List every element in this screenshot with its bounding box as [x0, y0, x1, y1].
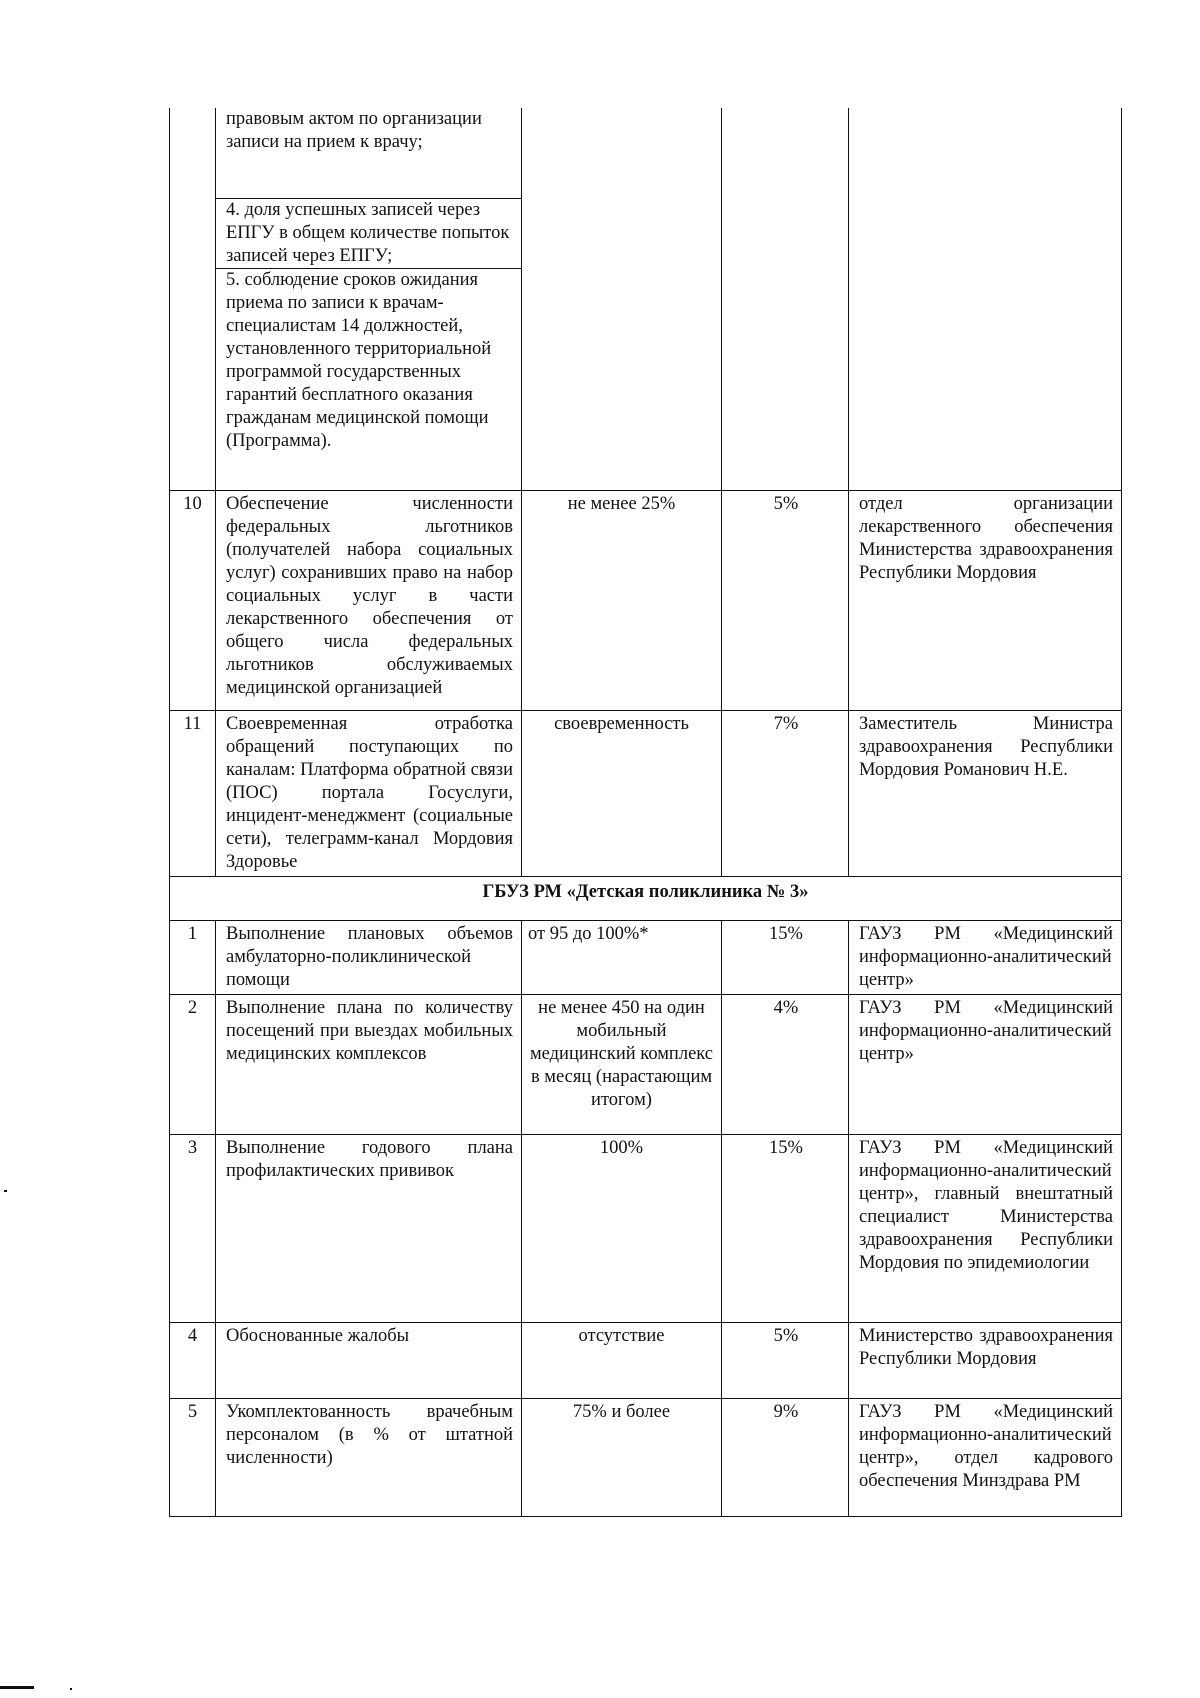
table-row	[170, 490, 1122, 710]
indicator-text: Выполнение плановых объемов амбулаторно-поликлинической помощи	[216, 920, 522, 994]
responsible-source: ГАУЗ РМ «Медицинский информационно-аналитический центр»	[849, 994, 1122, 1134]
row-number: 11	[170, 710, 216, 876]
scan-dot	[4, 1190, 7, 1192]
target-value: не менее 25%	[522, 490, 722, 710]
weight-value: 9%	[722, 1398, 849, 1516]
weight-value: 7%	[722, 710, 849, 876]
table-row	[170, 920, 1122, 994]
table-row	[170, 994, 1122, 1134]
row-number: 1	[170, 920, 216, 994]
indicators-table	[169, 108, 1122, 1517]
table-row	[170, 710, 1122, 876]
indicator-text: Своевременная отработка обращений поступающих по каналам: Платформа обратной связи (ПОС) портала Госуслуги, инцидент-менеджмент (социальные сети), телеграмм-канал Мордовия Здоровье	[216, 710, 522, 876]
responsible-source: ГАУЗ РМ «Медицинский информационно-аналитический центр», отдел кадрового обеспечения Минздрава РМ	[849, 1398, 1122, 1516]
target-value: 100%	[522, 1134, 722, 1322]
table-row	[170, 1322, 1122, 1398]
scan-dot	[70, 1688, 72, 1690]
row-number: 5	[170, 1398, 216, 1516]
weight-value: 15%	[722, 1134, 849, 1322]
indicator-text: Укомплектованность врачебным персоналом (в % от штатной численности)	[216, 1398, 522, 1516]
row-number: 3	[170, 1134, 216, 1322]
row-number: 2	[170, 994, 216, 1134]
responsible-source: отдел организации лекарственного обеспечения Министерства здравоохранения Республики Мордовия	[849, 490, 1122, 710]
responsible-source: Заместитель Министра здравоохранения Республики Мордовия Романович Н.Е.	[849, 710, 1122, 876]
weight-value: 5%	[722, 490, 849, 710]
continuation-item: правовым актом по организации записи на прием к врачу;	[226, 109, 482, 152]
row-number: 4	[170, 1322, 216, 1398]
section-title: ГБУЗ РМ «Детская поликлиника № 3»	[170, 876, 1122, 920]
indicator-text: Выполнение плана по количеству посещений при выездах мобильных медицинских комплексов	[216, 994, 522, 1134]
continuation-item: 4. доля успешных записей через ЕПГУ в общем количестве попыток записей через ЕПГУ;	[216, 198, 521, 268]
table-row	[170, 1398, 1122, 1516]
continuation-item: 5. соблюдение сроков ожидания приема по записи к врачам-специалистам 14 должностей, установленного территориальной программой государственных гарантий бесплатного оказания гражданам медицинской помощи (Программа).	[216, 268, 521, 453]
weight-value: 15%	[722, 920, 849, 994]
indicator-text: Выполнение годового плана профилактических прививок	[216, 1134, 522, 1322]
target-value: своевременность	[522, 710, 722, 876]
weight-value: 5%	[722, 1322, 849, 1398]
responsible-source: ГАУЗ РМ «Медицинский информационно-аналитический центр»	[849, 920, 1122, 994]
target-value: не менее 450 на один мобильный медицинский комплекс в месяц (нарастающим итогом)	[522, 994, 722, 1134]
responsible-source: ГАУЗ РМ «Медицинский информационно-аналитический центр», главный внештатный специалист Министерства здравоохранения Республики Мордовия по эпидемиологии	[849, 1134, 1122, 1322]
table-row	[170, 1134, 1122, 1322]
indicator-text: Обеспечение численности федеральных льготников (получателей набора социальных услуг) сохранивших право на набор социальных услуг в части лекарственного обеспечения от общего числа федеральных льготников обслуживаемых медицинской организацией	[216, 490, 522, 710]
section-header-row	[170, 876, 1122, 920]
target-value: от 95 до 100%*	[522, 920, 722, 994]
scan-mark	[0, 1686, 34, 1689]
target-value: 75% и более	[522, 1398, 722, 1516]
responsible-source: Министерство здравоохранения Республики Мордовия	[849, 1322, 1122, 1398]
table-row-continuation	[170, 108, 1122, 490]
indicator-text: Обоснованные жалобы	[216, 1322, 522, 1398]
row-number: 10	[170, 490, 216, 710]
weight-value: 4%	[722, 994, 849, 1134]
target-value: отсутствие	[522, 1322, 722, 1398]
